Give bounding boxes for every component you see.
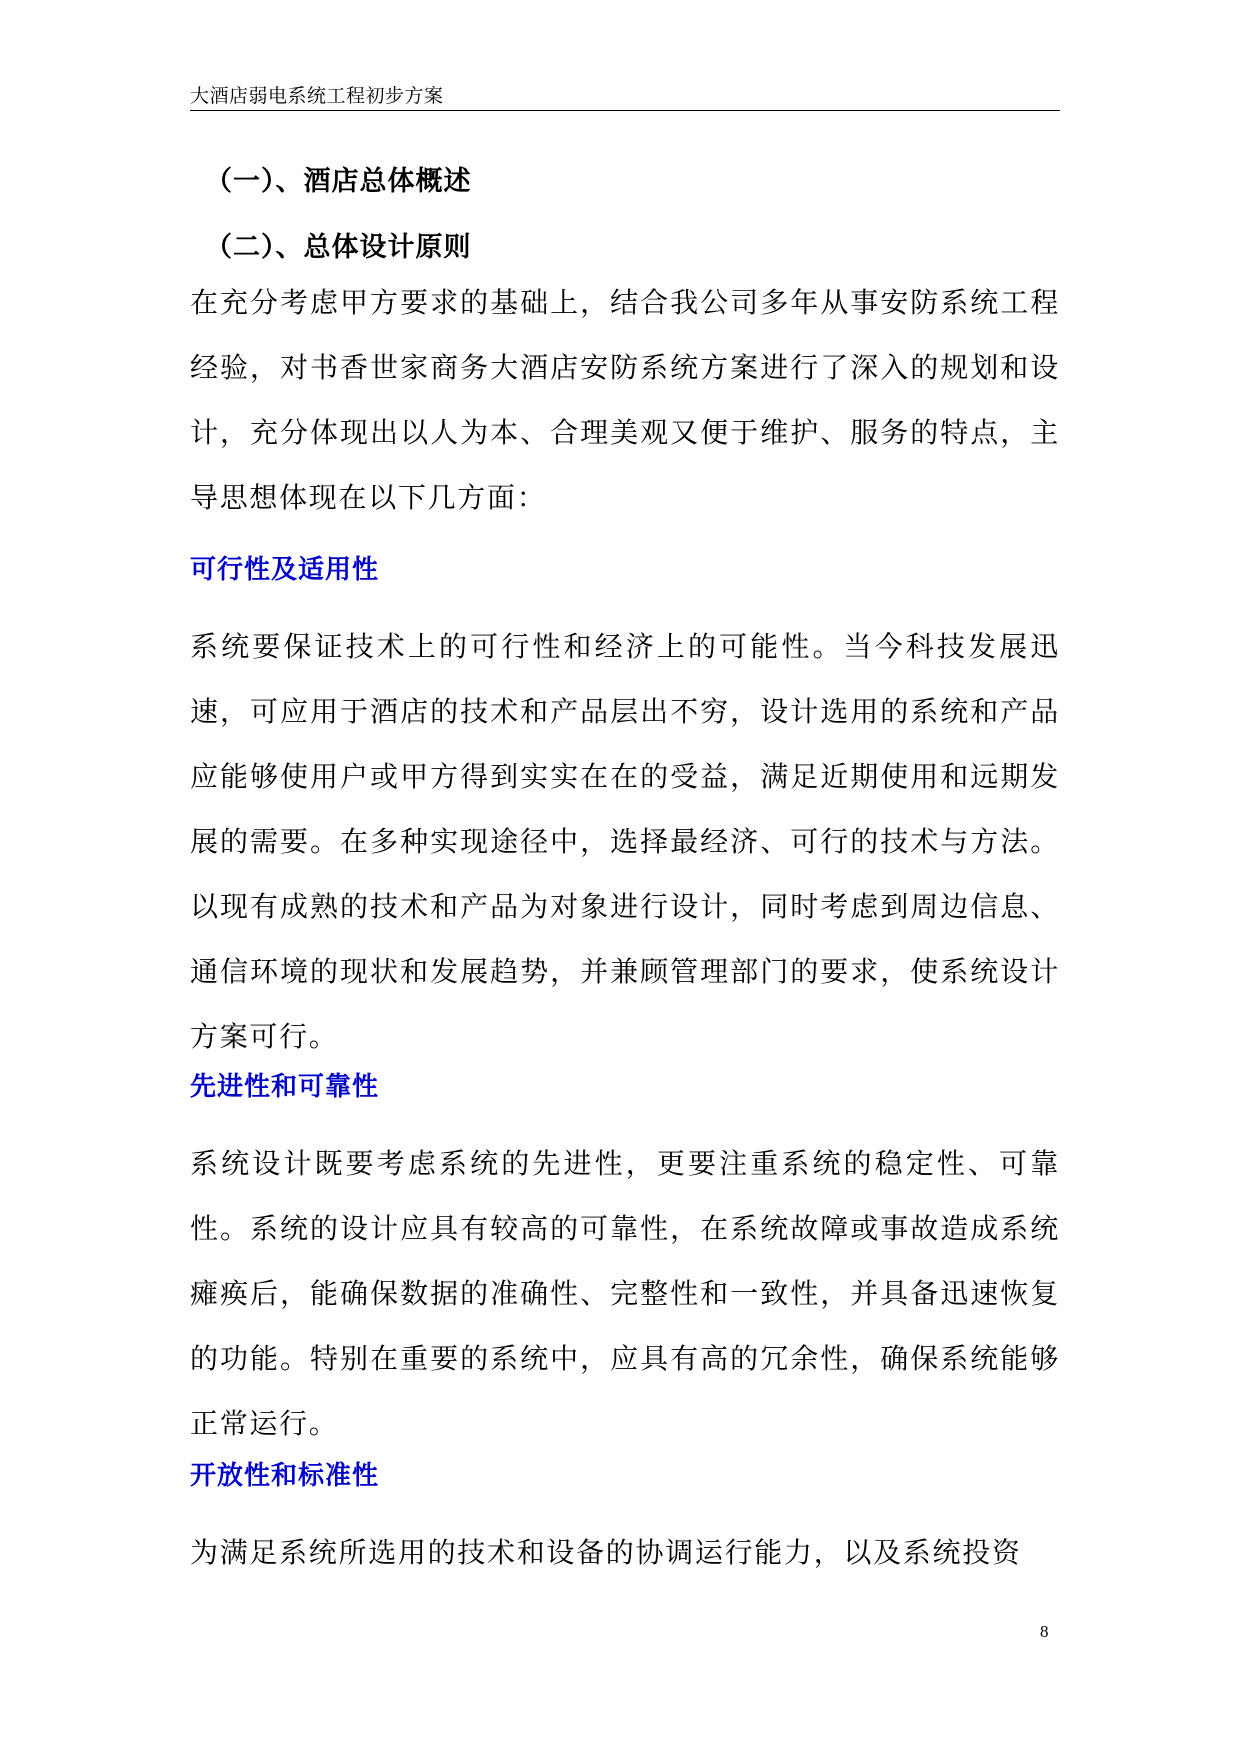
- page-number: 8: [1040, 1622, 1049, 1641]
- principle-title-openness: 开放性和标准性: [190, 1461, 380, 1491]
- page-header: [190, 84, 1060, 111]
- section-heading-overview: （一）、酒店总体概述: [205, 166, 472, 197]
- principle-body-openness: 为满足系统所选用的技术和设备的协调运行能力，以及系统投资: [190, 1536, 1022, 1569]
- principle-title-feasibility: 可行性及适用性: [190, 555, 380, 585]
- section-heading-design-principles: （二）、总体设计原则: [205, 232, 472, 263]
- principle-title-reliability: 先进性和可靠性: [190, 1072, 380, 1102]
- principle-body-reliability: 系统设计既要考虑系统的先进性，更要注重系统的稳定性、可靠性。系统的设计应具有较高的可靠性，在系统故障或事故造成系统瘫痪后，能确保数据的准确性、完整性和一致性，并具备迅速恢复的功能。特别在重要的系统中，应具有高的冗余性，确保系统能够正常运行。: [190, 1147, 1060, 1440]
- intro-paragraph: 在充分考虑甲方要求的基础上，结合我公司多年从事安防系统工程经验，对书香世家商务大酒店安防系统方案进行了深入的规划和设计，充分体现出以人为本、合理美观又便于维护、服务的特点，主导思想体现在以下几方面：: [190, 286, 1060, 514]
- document-title: 大酒店弱电系统工程初步方案: [190, 85, 444, 107]
- principle-body-feasibility: 系统要保证技术上的可行性和经济上的可能性。当今科技发展迅速，可应用于酒店的技术和产品层出不穷，设计选用的系统和产品应能够使用户或甲方得到实实在在的受益，满足近期使用和远期发展的需要。在多种实现途径中，选择最经济、可行的技术与方法。以现有成熟的技术和产品为对象进行设计，同时考虑到周边信息、通信环境的现状和发展趋势，并兼顾管理部门的要求，使系统设计方案可行。: [190, 630, 1060, 1053]
